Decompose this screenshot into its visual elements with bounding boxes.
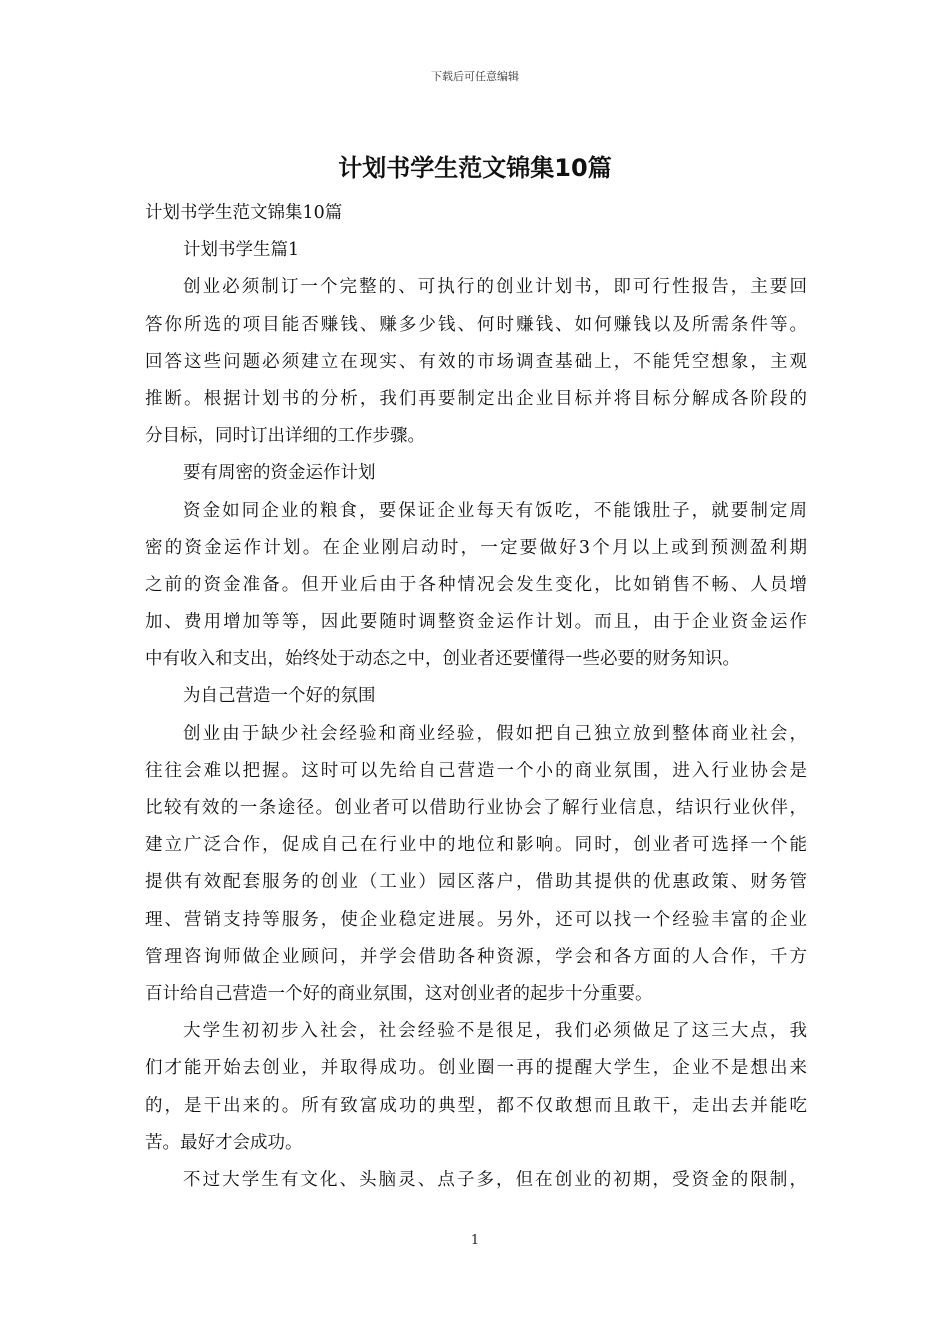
text-line: 计划书学生范文锦集10篇	[145, 203, 343, 223]
text-line: 们才能开始去创业，并取得成功。创业圈一再的提醒大学生，企业不是想出来	[145, 1058, 807, 1079]
header-note: 下载后可任意编辑	[431, 70, 519, 83]
text-line: 提供有效配套服务的创业（工业）园区落户，借助其提供的优惠政策、财务管	[145, 872, 807, 893]
text-line: 创业由于缺少社会经验和商业经验，假如把自己独立放到整体商业社会，	[183, 723, 807, 744]
text-line: 比较有效的一条途径。创业者可以借助行业协会了解行业信息，结识行业伙伴，	[145, 798, 807, 818]
text-line: 加、费用增加等等，因此要随时调整资金运作计划。而且，由于企业资金运作	[145, 612, 807, 633]
document-title: 计划书学生范文锦集10篇	[338, 154, 612, 182]
text-line: 理、营销支持等服务，使企业稳定进展。另外，还可以找一个经验丰富的企业	[145, 909, 807, 930]
document-body	[145, 195, 807, 1199]
text-line: 往往会难以把握。这时可以先给自己营造一个小的商业氛围，进入行业协会是	[145, 760, 807, 781]
text-line: 答你所选的项目能否赚钱、赚多少钱、何时赚钱、如何赚钱以及所需条件等。	[145, 314, 807, 335]
text-line: 之前的资金准备。但开业后由于各种情况会发生变化，比如销售不畅、人员增	[145, 574, 807, 595]
text-line: 建立广泛合作，促成自己在行业中的地位和影响。同时，创业者可选择一个能	[145, 835, 807, 856]
text-line: 中有收入和支出，始终处于动态之中，创业者还要懂得一些必要的财务知识。	[145, 649, 740, 670]
text-line: 推断。根据计划书的分析，我们再要制定出企业目标并将目标分解成各阶段的	[145, 388, 807, 409]
text-line: 资金如同企业的粮食，要保证企业每天有饭吃，不能饿肚子，就要制定周	[183, 500, 807, 521]
text-line: 分目标，同时订出详细的工作步骤。	[145, 426, 425, 447]
text-line: 苦。最好才会成功。	[145, 1132, 303, 1153]
text-line: 密的资金运作计划。在企业刚启动时，一定要做好3个月以上或到预测盈利期	[145, 537, 807, 558]
text-line: 大学生初初步入社会，社会经验不是很足，我们必须做足了这三大点，我	[183, 1021, 807, 1042]
text-line: 计划书学生篇1	[183, 240, 300, 261]
text-line: 回答这些问题必须建立在现实、有效的市场调查基础上，不能凭空想象，主观	[145, 351, 807, 372]
text-line: 不过大学生有文化、头脑灵、点子多，但在创业的初期，受资金的限制，	[183, 1169, 807, 1190]
page-number: 1	[470, 1233, 480, 1248]
text-line: 为自己营造一个好的氛围	[183, 686, 376, 707]
text-line: 的，是干出来的。所有致富成功的典型，都不仅敢想而且敢干，走出去并能吃	[145, 1095, 807, 1116]
text-line: 百计给自己营造一个好的商业氛围，这对创业者的起步十分重要。	[145, 983, 653, 1004]
text-line: 创业必须制订一个完整的、可执行的创业计划书，即可行性报告，主要回	[183, 277, 807, 298]
text-line: 管理咨询师做企业顾问，并学会借助各种资源，学会和各方面的人合作，千方	[145, 946, 807, 967]
text-line: 要有周密的资金运作计划	[183, 463, 376, 484]
